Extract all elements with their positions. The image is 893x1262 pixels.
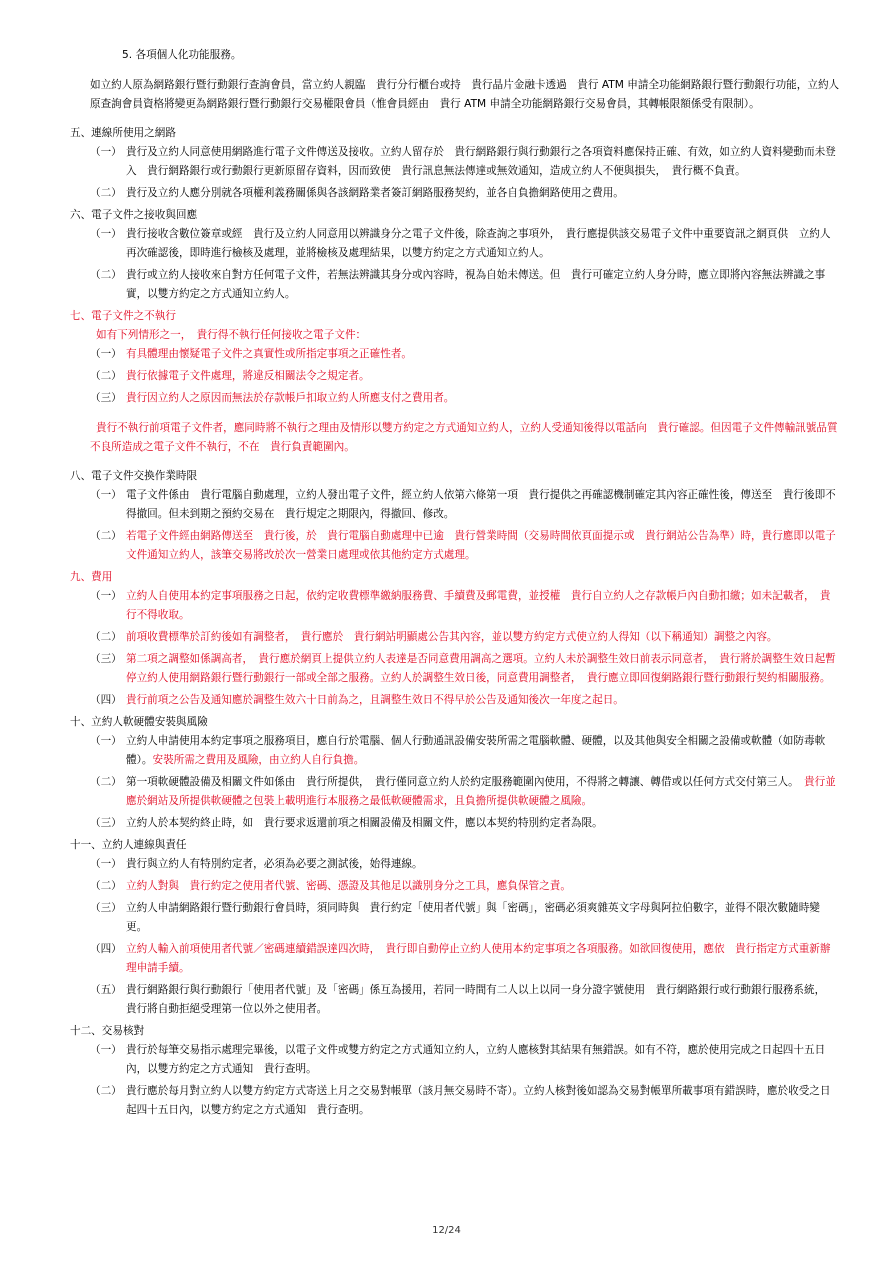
clause-item (90, 773, 840, 811)
clause-text (126, 1082, 840, 1120)
clause-main-text: 立約人對與 貴行約定之使用者代號、密碼、憑證及其他足以識別身分之工具，應負保管之責。 (126, 880, 571, 893)
clause-main-text: 貴行及立約人應分別就各項權利義務關係與各該網路業者簽訂網路服務契約，並各自負擔網路使用之費用。 (126, 187, 624, 200)
clause-text (126, 587, 840, 625)
clause-number: （三） (90, 817, 122, 830)
section-title: 十、立約人軟硬體安裝與風險 (70, 716, 208, 729)
clause-text (126, 225, 840, 263)
clause-extra-text: 貴行並應於網站及所提供軟硬體之包裝上載明進行本服務之最低軟硬體需求，且負擔所提供軟硬體之風險。 (126, 776, 836, 808)
clause-main-text: 貴行依據電子文件處理，將違反相關法令之規定者。 (126, 370, 370, 383)
sections-container (0, 124, 893, 1120)
clause-main-text: 立約人自使用本約定事項服務之日起，依約定收費標準繳納服務費、手續費及郵電費，並授權 貴行自立約人之存款帳戶內自動扣繳；如未記載者， 貴行不得收取。 (126, 590, 831, 622)
clause-number: （一） (90, 1044, 122, 1057)
clause-main-text: 貴行接收含數位簽章或經 貴行及立約人同意用以辨識身分之電子文件後，除查詢之事項外， 貴行應提供該交易電子文件中重要資訊之網頁供 立約人再次確認後，即時進行檢核及處理，並將檢核及處理結果，以雙方約定之方式通知立約人。 (126, 228, 831, 260)
clause-item (90, 266, 840, 304)
clause-number: （二） (90, 530, 122, 543)
section-title: 五、連線所使用之網路 (70, 127, 176, 140)
clause-text (126, 367, 840, 386)
clause-number: （三） (90, 902, 122, 915)
clause-number: （一） (90, 348, 122, 361)
clause-item (90, 877, 840, 896)
clause-text (126, 143, 840, 181)
clause-number: （四） (90, 943, 122, 956)
clause-text (126, 266, 840, 304)
clause-number: （二） (90, 370, 122, 383)
clause-number: （三） (90, 392, 122, 405)
clause-main-text: 貴行與立約人有特別約定者，必須為必要之測試後，始得連線。 (126, 858, 423, 871)
clause-main-text: 立約人於本契約終止時，如 貴行要求返還前項之相關設備及相關文件，應以本契約特別約定者為限。 (126, 817, 603, 830)
clause-text (126, 732, 840, 770)
clause-text (126, 527, 840, 565)
clause-item (90, 691, 840, 710)
clause-item (90, 1041, 840, 1079)
clause-number: （二） (90, 631, 122, 644)
clause-item (90, 389, 840, 408)
section-title: 十一、立約人連線與責任 (70, 839, 187, 852)
clause-number: （三） (90, 653, 122, 666)
section-tail: 貴行不執行前項電子文件者，應同時將不執行之理由及情形以雙方約定之方式通知立約人，立約人受通知後得以電話向 貴行確認。但因電子文件傳輸訊號品質不良所造成之電子文件不執行，不在 貴行負責範圍內。 (90, 421, 838, 453)
clause-item (90, 940, 840, 978)
clause-item (90, 732, 840, 770)
clause-text (126, 877, 840, 896)
clause-text (126, 855, 840, 874)
clause-item (90, 143, 840, 181)
clause-text (126, 814, 840, 833)
clause-text (126, 1041, 840, 1079)
clause-main-text: 立約人申請使用本約定事項之服務項目，應自行於電腦、個人行動通訊設備安裝所需之電腦軟體、硬體，以及其他與安全相關之設備或軟體（如防毒軟體）。 (126, 735, 826, 767)
clause-number: （一） (90, 735, 122, 748)
clause-number: （一） (90, 489, 122, 502)
intro-heading: 5. 各項個人化功能服務。 (122, 49, 242, 61)
clause-text (126, 389, 840, 408)
clause-item (90, 981, 840, 1019)
clause-text (126, 940, 840, 978)
clause-number: （二） (90, 1085, 122, 1098)
clause-main-text: 前項收費標準於訂約後如有調整者， 貴行應於 貴行網站明顯處公告其內容，並以雙方約定方式使立約人得知（以下稱通知）調整之內容。 (126, 631, 778, 644)
clause-main-text: 第一項軟硬體設備及相關文件如係由 貴行所提供， 貴行僅同意立約人於約定服務範圍內使用，不得將之轉讓、轉借或以任何方式交付第三人。 (126, 776, 794, 789)
clause-item (90, 184, 840, 203)
clause-text (126, 345, 840, 364)
clause-item (90, 345, 840, 364)
clause-number: （一） (90, 228, 122, 241)
clause-main-text: 貴行及立約人同意使用網路進行電子文件傳送及接收。立約人留存於 貴行網路銀行與行動銀行之各項資料應保持正確、有效，如立約人資料變動而未登入 貴行網路銀行或行動銀行更新原留存資料，因而致使 貴行訊息無法傳達或無效通知，造成立約人不便與損失， 貴行概不負責。 (126, 146, 836, 178)
clause-text (126, 650, 840, 688)
section-title: 六、電子文件之接收與回應 (70, 209, 198, 222)
clause-item (90, 650, 840, 688)
clause-number: （二） (90, 880, 122, 893)
intro-paragraph: 如立約人原為網路銀行暨行動銀行查詢會員，當立約人親臨 貴行分行櫃台或持 貴行晶片金融卡透過 貴行 ATM 申請全功能網路銀行暨行動銀行功能，立約人原查詢會員資格將變更為網路銀行暨行動銀行交易權限會員（惟會員經由 貴行 ATM 申請全功能網路銀行交易會員，其轉帳限額係受有限制）。 (90, 78, 840, 110)
clause-item (90, 1082, 840, 1120)
clause-item (90, 814, 840, 833)
clause-text (126, 184, 840, 203)
clause-number: （一） (90, 146, 122, 159)
document-page (0, 46, 893, 1123)
clause-extra-text: 安裝所需之費用及風險，由立約人自行負擔。 (152, 754, 365, 767)
clause-main-text: 若電子文件經由網路傳送至 貴行後，於 貴行電腦自動處理中已逾 貴行營業時間（交易時間依頁面提示或 貴行網站公告為準）時，貴行應即以電子文件通知立約人，該筆交易將改於次一營業日處理或依其他約定方式處理。 (126, 530, 836, 562)
clause-number: （四） (90, 694, 122, 707)
section-title: 十二、交易核對 (70, 1025, 145, 1038)
clause-main-text: 立約人輸入前項使用者代號／密碼連續錯誤達四次時， 貴行即自動停止立約人使用本約定事項之各項服務。如欲回復使用，應依 貴行指定方式重新辦理申請手續。 (126, 943, 831, 975)
clause-main-text: 貴行或立約人接收來自對方任何電子文件，若無法辨識其身分或內容時，視為自始未傳送。但 貴行可確定立約人身分時，應立即將內容無法辨識之事實，以雙方約定之方式通知立約人。 (126, 269, 826, 301)
clause-number: （一） (90, 858, 122, 871)
clause-main-text: 第二項之調整如係調高者， 貴行應於網頁上提供立約人表達是否同意費用調高之選項。立約人未於調整生效日前表示同意者， 貴行將於調整生效日起暫停立約人使用網路銀行暨行動銀行一部或全部之服務。立約人於調整生效日後，同意費用調整者， 貴行應立即回復網路銀行暨行動銀行契約相關服務。 (126, 653, 836, 685)
clause-item (90, 899, 840, 937)
clause-text (126, 899, 840, 937)
section-title: 八、電子文件交換作業時限 (70, 470, 198, 483)
clause-main-text: 貴行因立約人之原因而無法於存款帳戶扣取立約人所應支付之費用者。 (126, 392, 455, 405)
clause-main-text: 有具體理由懷疑電子文件之真實性或所指定事項之正確性者。 (126, 348, 413, 361)
clause-text (126, 486, 840, 524)
clause-item (90, 367, 840, 386)
clause-text (126, 691, 840, 710)
clause-item (90, 628, 840, 647)
section-title: 九、費用 (70, 571, 113, 584)
clause-main-text: 貴行網路銀行與行動銀行「使用者代號」及「密碼」係互為援用，若同一時間有二人以上以同一身分證字號使用 貴行網路銀行或行動銀行服務系統， 貴行將自動拒絕受理第一位以外之使用者。 (126, 984, 831, 1016)
clause-text (126, 773, 840, 811)
clause-text (126, 628, 840, 647)
clause-item (90, 587, 840, 625)
section-title: 七、電子文件之不執行 (70, 310, 176, 323)
clause-number: （二） (90, 187, 122, 200)
clause-main-text: 電子文件係由 貴行電腦自動處理，立約人發出電子文件，經立約人依第六條第一項 貴行提供之再確認機制確定其內容正確性後，傳送至 貴行後即不得撤回。但未到期之預約交易在 貴行規定之期限內，得撤回、修改。 (126, 489, 836, 521)
clause-item (90, 855, 840, 874)
section-lead: 如有下列情形之一， 貴行得不執行任何接收之電子文件： (96, 329, 367, 342)
clause-number: （一） (90, 590, 122, 603)
clause-item (90, 527, 840, 565)
clause-text (126, 981, 840, 1019)
clause-number: （五） (90, 984, 122, 997)
clause-item (90, 225, 840, 263)
clause-main-text: 立約人申請網路銀行暨行動銀行會員時，須同時與 貴行約定「使用者代號」與「密碼」，密碼必須爽雜英文字母與阿拉伯數字，並得不限次數隨時變更。 (126, 902, 820, 934)
clause-number: （二） (90, 776, 122, 789)
clause-main-text: 貴行前項之公告及通知應於調整生效六十日前為之，且調整生效日不得早於公告及通知後次一年度之起日。 (126, 694, 624, 707)
clause-number: （二） (90, 269, 122, 282)
clause-main-text: 貴行於每筆交易指示處理完畢後，以電子文件或雙方約定之方式通知立約人，立約人應核對其結果有無錯誤。如有不符，應於使用完成之日起四十五日內，以雙方約定之方式通知 貴行查明。 (126, 1044, 826, 1076)
page-number: 12/24 (432, 1225, 461, 1236)
clause-main-text: 貴行應於每月對立約人以雙方約定方式寄送上月之交易對帳單（該月無交易時不寄）。立約人核對後如認為交易對帳單所載事項有錯誤時，應於收受之日起四十五日內，以雙方約定之方式通知 貴行查明。 (126, 1085, 831, 1117)
clause-item (90, 486, 840, 524)
